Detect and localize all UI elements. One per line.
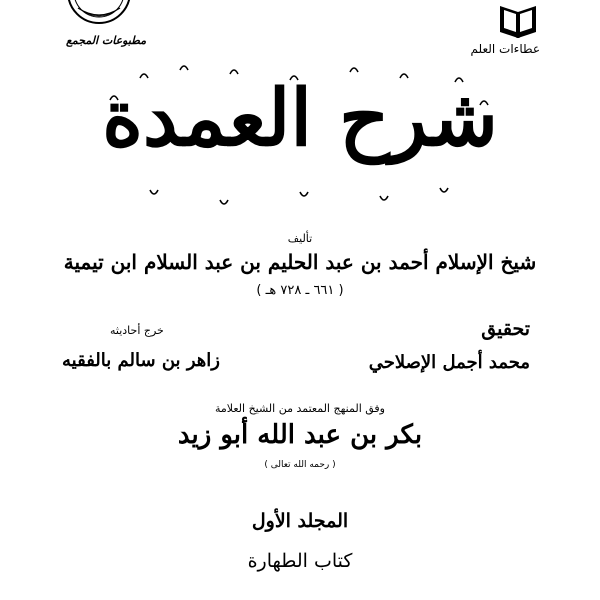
supervisor-name: بكر بن عبد الله أبو زيد <box>177 420 423 450</box>
takhrij-name: زاهر بن سالم بالفقيه <box>62 350 220 371</box>
volume-label: المجلد الأول <box>251 510 349 532</box>
supervisor-note: ( رحمه الله تعالى ) <box>264 460 336 470</box>
book-section: كتاب الطهارة <box>247 550 353 572</box>
publisher-left-caption: مطبوعات المجمع <box>66 34 147 47</box>
author-name: شيخ الإسلام أحمد بن عبد الحليم بن عبد السلام ابن تيمية <box>63 250 537 274</box>
author-dates: ( ٦٦١ ـ ٧٢٨ هـ ) <box>256 283 344 298</box>
open-book-icon <box>494 0 542 40</box>
seal-emblem-icon <box>66 0 132 26</box>
tahqiq-label: تحقيق <box>481 318 530 340</box>
takhrij-label: خرج أحاديثه <box>110 324 164 337</box>
approach-line: وفق المنهج المعتمد من الشيخ العلامة <box>215 402 385 415</box>
tahqiq-name: محمد أجمل الإصلاحي <box>368 352 530 373</box>
publisher-right-caption: عطاءات العلم <box>470 42 540 56</box>
book-title: شرح العمدة <box>102 73 498 164</box>
author-prefix: تأليف <box>287 232 313 245</box>
